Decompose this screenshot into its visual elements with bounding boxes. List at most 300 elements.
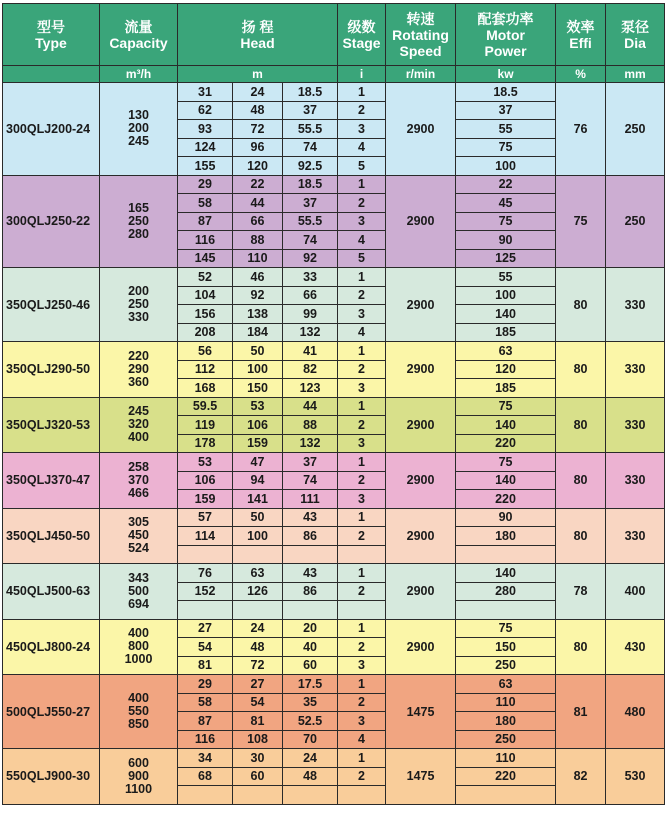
power-value: 140 <box>456 416 556 435</box>
unit-speed: r/min <box>386 66 456 83</box>
capacity-value: 130 <box>128 108 149 123</box>
head-value-3: 37 <box>283 194 338 213</box>
head-value-3: 88 <box>283 416 338 435</box>
table-row <box>3 564 665 583</box>
header-diameter: 泵径 Dia <box>606 4 665 66</box>
model-cell: 500QLJ550-27 <box>3 675 100 749</box>
head-value-1: 52 <box>178 268 233 287</box>
head-value-3: 74 <box>283 138 338 157</box>
head-value-2: 138 <box>233 305 283 324</box>
stage-value: 1 <box>338 342 386 361</box>
head-value-2: 53 <box>233 397 283 416</box>
head-value-2: 63 <box>233 564 283 583</box>
capacity-value: 400 <box>128 626 149 641</box>
table-row <box>3 397 665 416</box>
head-value-3: 48 <box>283 767 338 786</box>
capacity-cell <box>100 342 178 398</box>
stage-value: 1 <box>338 397 386 416</box>
head-value-2: 24 <box>233 83 283 102</box>
capacity-value: 250 <box>128 213 149 228</box>
capacity-cell <box>100 675 178 749</box>
capacity-cell <box>100 619 178 675</box>
power-value: 180 <box>456 712 556 731</box>
capacity-value: 343 <box>128 570 149 585</box>
diameter-cell: 430 <box>606 619 665 675</box>
head-value-1: 152 <box>178 582 233 601</box>
header-row <box>3 4 665 66</box>
model-cell: 300QLJ200-24 <box>3 83 100 176</box>
power-value <box>456 786 556 805</box>
unit-stage: i <box>338 66 386 83</box>
head-value-2: 22 <box>233 175 283 194</box>
power-value: 250 <box>456 730 556 749</box>
stage-value: 1 <box>338 749 386 768</box>
power-value: 250 <box>456 656 556 675</box>
spec-body <box>3 83 665 805</box>
power-value: 220 <box>456 434 556 453</box>
capacity-value: 330 <box>128 310 149 324</box>
model-cell: 550QLJ900-30 <box>3 749 100 805</box>
power-value: 55 <box>456 268 556 287</box>
head-value-1 <box>178 601 233 620</box>
head-value-1: 34 <box>178 749 233 768</box>
head-value-1: 93 <box>178 120 233 139</box>
speed-cell: 1475 <box>386 675 456 749</box>
head-value-3: 37 <box>283 453 338 472</box>
head-value-1: 208 <box>178 323 233 342</box>
capacity-cell <box>100 564 178 620</box>
head-value-2: 47 <box>233 453 283 472</box>
head-value-2: 30 <box>233 749 283 768</box>
head-value-3: 74 <box>283 471 338 490</box>
capacity-value: 500 <box>128 583 149 598</box>
stage-value: 4 <box>338 323 386 342</box>
head-value-3: 33 <box>283 268 338 287</box>
head-value-3: 132 <box>283 323 338 342</box>
unit-type <box>3 66 100 83</box>
head-value-1: 58 <box>178 194 233 213</box>
table-row <box>3 508 665 527</box>
head-value-1: 112 <box>178 360 233 379</box>
head-value-1: 31 <box>178 83 233 102</box>
head-value-2: 81 <box>233 712 283 731</box>
head-value-3: 44 <box>283 397 338 416</box>
diameter-cell: 330 <box>606 453 665 509</box>
efficiency-cell: 80 <box>556 397 606 453</box>
head-value-2: 100 <box>233 360 283 379</box>
head-value-1: 159 <box>178 490 233 509</box>
table-row <box>3 268 665 287</box>
unit-efficiency: % <box>556 66 606 83</box>
head-value-3 <box>283 601 338 620</box>
head-value-3: 74 <box>283 231 338 250</box>
power-value: 75 <box>456 212 556 231</box>
head-value-1: 53 <box>178 453 233 472</box>
power-value: 110 <box>456 693 556 712</box>
head-value-2: 66 <box>233 212 283 231</box>
head-value-2: 159 <box>233 434 283 453</box>
table-row <box>3 453 665 472</box>
header-capacity: 流量 Capacity <box>100 4 178 66</box>
power-value: 140 <box>456 564 556 583</box>
head-value-2: 88 <box>233 231 283 250</box>
speed-cell: 2900 <box>386 619 456 675</box>
head-value-3 <box>283 545 338 564</box>
capacity-cell <box>100 83 178 176</box>
head-value-1: 168 <box>178 379 233 398</box>
efficiency-cell: 78 <box>556 564 606 620</box>
head-value-2: 50 <box>233 342 283 361</box>
header-stage: 级数 Stage <box>338 4 386 66</box>
head-value-3: 66 <box>283 286 338 305</box>
model-cell: 450QLJ500-63 <box>3 564 100 620</box>
power-value: 220 <box>456 767 556 786</box>
model-cell: 350QLJ320-53 <box>3 397 100 453</box>
head-value-1: 68 <box>178 767 233 786</box>
head-value-2 <box>233 601 283 620</box>
stage-value: 2 <box>338 416 386 435</box>
efficiency-cell: 80 <box>556 508 606 564</box>
power-value: 100 <box>456 286 556 305</box>
stage-value: 2 <box>338 527 386 546</box>
unit-diameter: mm <box>606 66 665 83</box>
power-value: 63 <box>456 342 556 361</box>
capacity-value: 305 <box>128 515 149 530</box>
speed-cell: 2900 <box>386 508 456 564</box>
head-value-1: 145 <box>178 249 233 268</box>
model-cell: 350QLJ450-50 <box>3 508 100 564</box>
table-row <box>3 675 665 694</box>
head-value-1: 56 <box>178 342 233 361</box>
power-value: 140 <box>456 305 556 324</box>
head-value-1: 54 <box>178 638 233 657</box>
capacity-value: 258 <box>128 459 149 474</box>
stage-value: 3 <box>338 712 386 731</box>
power-value: 75 <box>456 619 556 638</box>
model-cell: 350QLJ290-50 <box>3 342 100 398</box>
head-value-1: 155 <box>178 157 233 176</box>
capacity-value: 524 <box>128 541 149 556</box>
head-value-3: 20 <box>283 619 338 638</box>
speed-cell: 2900 <box>386 564 456 620</box>
power-value <box>456 545 556 564</box>
head-value-3: 35 <box>283 693 338 712</box>
head-value-2: 44 <box>233 194 283 213</box>
efficiency-cell: 76 <box>556 83 606 176</box>
capacity-value: 200 <box>128 121 149 136</box>
power-value: 45 <box>456 194 556 213</box>
power-value: 100 <box>456 157 556 176</box>
power-value: 90 <box>456 231 556 250</box>
capacity-value: 165 <box>128 200 149 215</box>
head-value-2: 184 <box>233 323 283 342</box>
head-value-3: 123 <box>283 379 338 398</box>
capacity-cell <box>100 268 178 342</box>
efficiency-cell: 80 <box>556 342 606 398</box>
stage-value: 2 <box>338 638 386 657</box>
head-value-1: 116 <box>178 231 233 250</box>
head-value-3: 41 <box>283 342 338 361</box>
head-value-3: 99 <box>283 305 338 324</box>
header-type: 型号 Type <box>3 4 100 66</box>
power-value <box>456 601 556 620</box>
capacity-value: 280 <box>128 226 149 241</box>
stage-value: 1 <box>338 619 386 638</box>
head-value-3: 86 <box>283 582 338 601</box>
stage-value <box>338 545 386 564</box>
head-value-2: 24 <box>233 619 283 638</box>
head-value-3: 43 <box>283 564 338 583</box>
capacity-value: 400 <box>128 691 149 705</box>
table-row <box>3 342 665 361</box>
stage-value: 2 <box>338 693 386 712</box>
head-value-2: 120 <box>233 157 283 176</box>
head-value-3: 92.5 <box>283 157 338 176</box>
power-value: 185 <box>456 379 556 398</box>
stage-value: 3 <box>338 490 386 509</box>
stage-value: 3 <box>338 656 386 675</box>
head-value-2 <box>233 545 283 564</box>
head-value-1: 106 <box>178 471 233 490</box>
unit-capacity: m³/h <box>100 66 178 83</box>
power-value: 150 <box>456 638 556 657</box>
head-value-2: 92 <box>233 286 283 305</box>
head-value-2: 72 <box>233 120 283 139</box>
capacity-value: 220 <box>128 348 149 363</box>
head-value-2: 150 <box>233 379 283 398</box>
stage-value: 2 <box>338 194 386 213</box>
capacity-cell <box>100 397 178 453</box>
stage-value: 1 <box>338 508 386 527</box>
capacity-value: 900 <box>128 768 149 783</box>
head-value-2: 106 <box>233 416 283 435</box>
power-value: 75 <box>456 138 556 157</box>
head-value-1 <box>178 545 233 564</box>
head-value-2: 96 <box>233 138 283 157</box>
efficiency-cell: 80 <box>556 453 606 509</box>
head-value-3 <box>283 786 338 805</box>
stage-value: 4 <box>338 730 386 749</box>
model-cell: 350QLJ370-47 <box>3 453 100 509</box>
header-power: 配套功率 Motor Power <box>456 4 556 66</box>
stage-value: 1 <box>338 564 386 583</box>
power-value: 185 <box>456 323 556 342</box>
head-value-3: 52.5 <box>283 712 338 731</box>
stage-value: 3 <box>338 305 386 324</box>
speed-cell: 1475 <box>386 749 456 805</box>
head-value-2: 72 <box>233 656 283 675</box>
head-value-1: 76 <box>178 564 233 583</box>
table-row <box>3 83 665 102</box>
power-value: 63 <box>456 675 556 694</box>
diameter-cell: 330 <box>606 508 665 564</box>
stage-value: 4 <box>338 138 386 157</box>
diameter-cell: 250 <box>606 83 665 176</box>
head-value-1 <box>178 786 233 805</box>
speed-cell: 2900 <box>386 83 456 176</box>
head-value-2: 110 <box>233 249 283 268</box>
diameter-cell: 530 <box>606 749 665 805</box>
head-value-3: 18.5 <box>283 175 338 194</box>
stage-value: 3 <box>338 212 386 231</box>
power-value: 125 <box>456 249 556 268</box>
power-value: 18.5 <box>456 83 556 102</box>
power-value: 180 <box>456 527 556 546</box>
stage-value: 1 <box>338 175 386 194</box>
capacity-value: 800 <box>128 639 149 654</box>
head-value-1: 59.5 <box>178 397 233 416</box>
head-value-3: 43 <box>283 508 338 527</box>
units-row <box>3 66 665 83</box>
stage-value <box>338 601 386 620</box>
head-value-2: 100 <box>233 527 283 546</box>
power-value: 110 <box>456 749 556 768</box>
head-value-1: 29 <box>178 175 233 194</box>
capacity-value: 370 <box>128 472 149 487</box>
capacity-cell <box>100 749 178 805</box>
capacity-value: 466 <box>128 485 149 500</box>
stage-value: 3 <box>338 434 386 453</box>
stage-value: 3 <box>338 379 386 398</box>
head-value-3: 92 <box>283 249 338 268</box>
head-value-2: 48 <box>233 101 283 120</box>
header-head: 扬 程 Head <box>178 4 338 66</box>
pump-spec-table <box>2 3 665 805</box>
capacity-value: 1000 <box>124 652 153 667</box>
head-value-1: 156 <box>178 305 233 324</box>
head-value-3: 70 <box>283 730 338 749</box>
capacity-value: 1100 <box>124 781 153 796</box>
capacity-value: 450 <box>128 528 149 543</box>
stage-value <box>338 786 386 805</box>
speed-cell: 2900 <box>386 453 456 509</box>
head-value-3: 86 <box>283 527 338 546</box>
head-value-2: 108 <box>233 730 283 749</box>
stage-value: 1 <box>338 83 386 102</box>
head-value-2: 50 <box>233 508 283 527</box>
head-value-1: 87 <box>178 712 233 731</box>
capacity-cell <box>100 508 178 564</box>
stage-value: 2 <box>338 471 386 490</box>
speed-cell: 2900 <box>386 397 456 453</box>
stage-value: 1 <box>338 268 386 287</box>
power-value: 220 <box>456 490 556 509</box>
efficiency-cell: 82 <box>556 749 606 805</box>
model-cell: 350QLJ250-46 <box>3 268 100 342</box>
stage-value: 2 <box>338 286 386 305</box>
model-cell: 300QLJ250-22 <box>3 175 100 268</box>
head-value-1: 87 <box>178 212 233 231</box>
diameter-cell: 400 <box>606 564 665 620</box>
header-efficiency: 效率 Effi <box>556 4 606 66</box>
power-value: 55 <box>456 120 556 139</box>
head-value-2: 27 <box>233 675 283 694</box>
head-value-1: 104 <box>178 286 233 305</box>
capacity-value: 250 <box>128 297 149 311</box>
capacity-value: 290 <box>128 361 149 376</box>
table-row <box>3 749 665 768</box>
head-value-1: 116 <box>178 730 233 749</box>
head-value-3: 24 <box>283 749 338 768</box>
stage-value: 3 <box>338 120 386 139</box>
capacity-value: 360 <box>128 374 149 389</box>
head-value-3: 17.5 <box>283 675 338 694</box>
head-value-1: 57 <box>178 508 233 527</box>
unit-power: kw <box>456 66 556 83</box>
diameter-cell: 330 <box>606 397 665 453</box>
head-value-2: 46 <box>233 268 283 287</box>
unit-head: m <box>178 66 338 83</box>
head-value-3: 111 <box>283 490 338 509</box>
head-value-1: 119 <box>178 416 233 435</box>
head-value-1: 114 <box>178 527 233 546</box>
head-value-2: 60 <box>233 767 283 786</box>
diameter-cell: 330 <box>606 342 665 398</box>
capacity-value: 400 <box>128 430 149 445</box>
power-value: 37 <box>456 101 556 120</box>
power-value: 75 <box>456 453 556 472</box>
head-value-3: 82 <box>283 360 338 379</box>
table-row <box>3 175 665 194</box>
speed-cell: 2900 <box>386 175 456 268</box>
head-value-3: 60 <box>283 656 338 675</box>
speed-cell: 2900 <box>386 342 456 398</box>
head-value-1: 81 <box>178 656 233 675</box>
stage-value: 1 <box>338 675 386 694</box>
capacity-value: 320 <box>128 417 149 432</box>
power-value: 22 <box>456 175 556 194</box>
head-value-1: 124 <box>178 138 233 157</box>
stage-value: 2 <box>338 101 386 120</box>
power-value: 120 <box>456 360 556 379</box>
capacity-value: 550 <box>128 704 149 718</box>
power-value: 75 <box>456 397 556 416</box>
head-value-1: 58 <box>178 693 233 712</box>
diameter-cell: 330 <box>606 268 665 342</box>
stage-value: 4 <box>338 231 386 250</box>
stage-value: 2 <box>338 360 386 379</box>
efficiency-cell: 81 <box>556 675 606 749</box>
head-value-2: 48 <box>233 638 283 657</box>
speed-cell: 2900 <box>386 268 456 342</box>
capacity-value: 245 <box>128 134 149 149</box>
stage-value: 2 <box>338 767 386 786</box>
capacity-cell <box>100 453 178 509</box>
efficiency-cell: 80 <box>556 619 606 675</box>
stage-value: 5 <box>338 157 386 176</box>
model-cell: 450QLJ800-24 <box>3 619 100 675</box>
diameter-cell: 480 <box>606 675 665 749</box>
header-speed: 转速 Rotating Speed <box>386 4 456 66</box>
efficiency-cell: 75 <box>556 175 606 268</box>
head-value-2: 126 <box>233 582 283 601</box>
head-value-1: 178 <box>178 434 233 453</box>
head-value-1: 27 <box>178 619 233 638</box>
power-value: 90 <box>456 508 556 527</box>
capacity-value: 600 <box>128 755 149 770</box>
head-value-3: 37 <box>283 101 338 120</box>
capacity-value: 245 <box>128 404 149 419</box>
diameter-cell: 250 <box>606 175 665 268</box>
capacity-value: 850 <box>128 717 149 731</box>
head-value-3: 132 <box>283 434 338 453</box>
head-value-2: 94 <box>233 471 283 490</box>
table-row <box>3 619 665 638</box>
head-value-1: 62 <box>178 101 233 120</box>
head-value-1: 29 <box>178 675 233 694</box>
stage-value: 2 <box>338 582 386 601</box>
head-value-2: 141 <box>233 490 283 509</box>
